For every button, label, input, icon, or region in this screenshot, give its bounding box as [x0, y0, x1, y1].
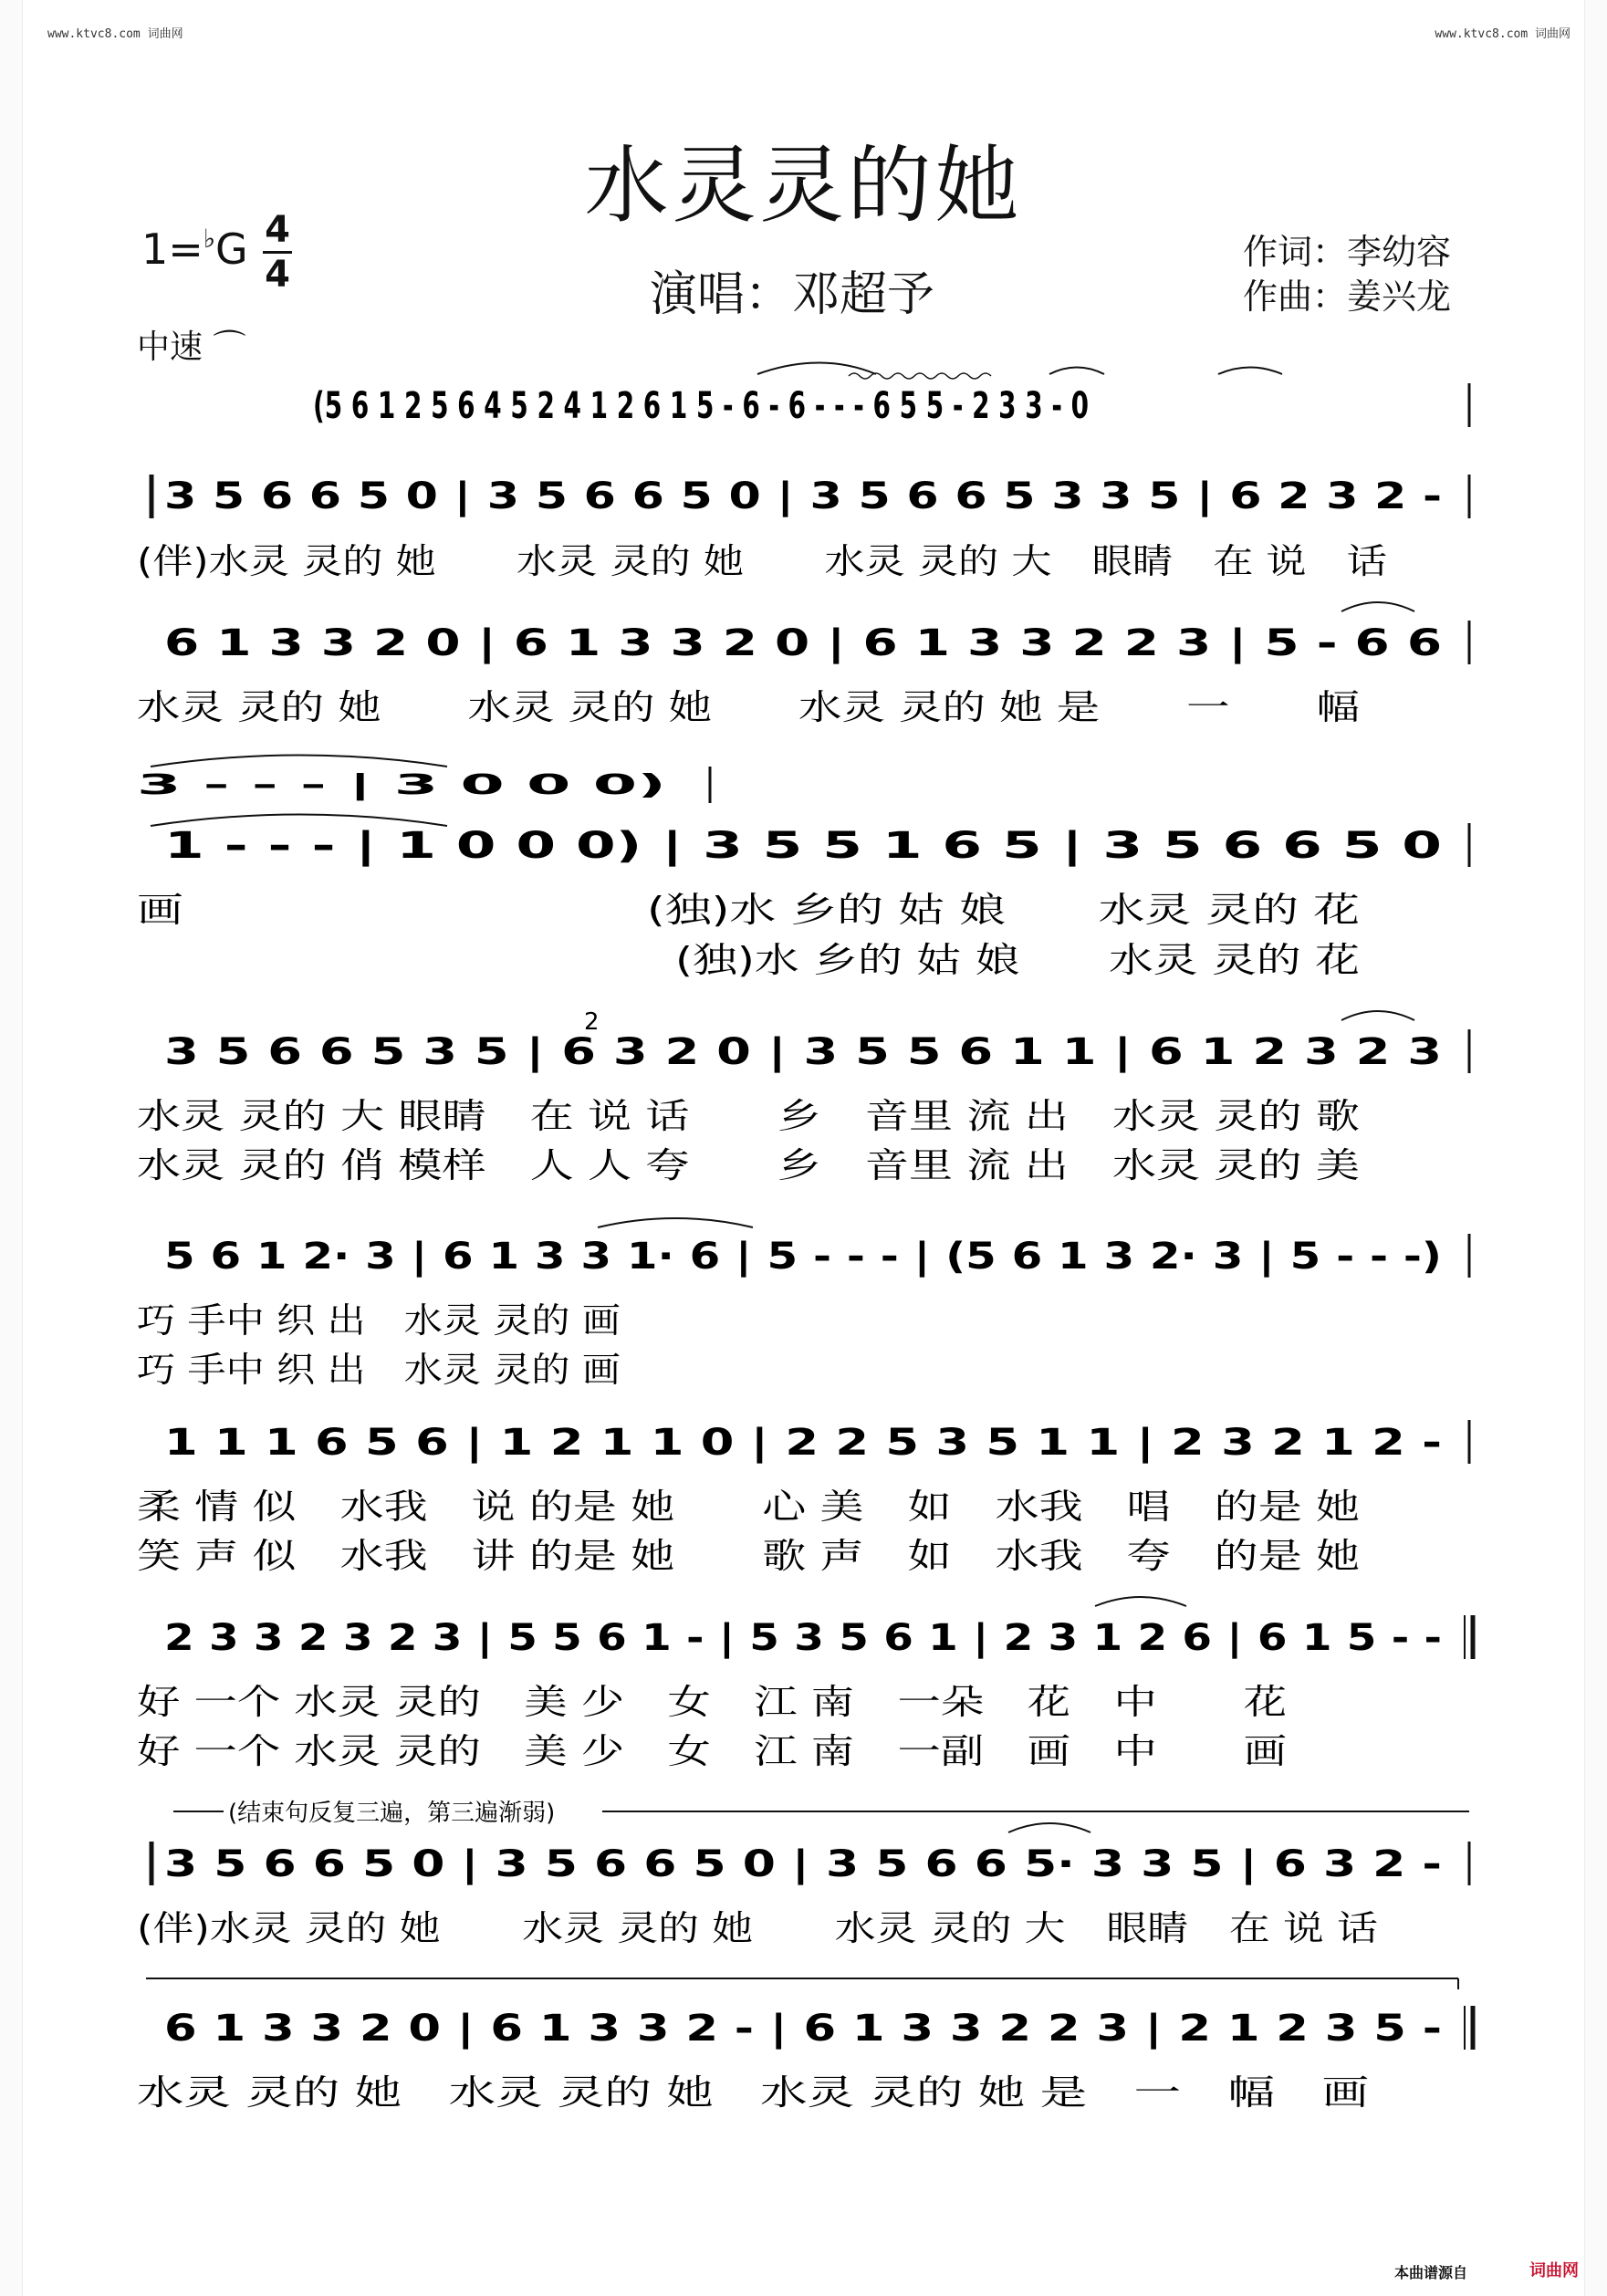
system-8-lyrics-1: 好 一个 水灵 灵的 美 少 女 江 南 一朵 花 中 花	[137, 1682, 1287, 1722]
site-header-left[interactable]: www.ktvc8.com 词曲网	[47, 27, 183, 41]
system-10	[137, 1978, 1473, 2113]
system-5-lyrics-2: 水灵 灵的 俏 模样 人 人 夸 乡 音里 流 出 水灵 灵的 美	[137, 1145, 1360, 1185]
system-4	[137, 756, 1469, 981]
slur	[1008, 1823, 1090, 1832]
system-3-lyrics-1: 水灵 灵的 她 水灵 灵的 她 水灵 灵的 她 是 一 幅	[137, 687, 1360, 727]
key-prefix: 1=	[141, 224, 203, 274]
ending-bracket-note: (结束句反复三遍，第三遍渐弱)	[228, 1800, 556, 1827]
lyricist-credit: 作词：李幼容	[1243, 232, 1452, 272]
slur	[1049, 368, 1104, 375]
slur	[757, 363, 876, 375]
key-letter: G	[215, 224, 248, 274]
trill-line	[849, 373, 991, 379]
system-4-notes-upper: 3 - - - | 3 0 0 0)	[137, 769, 666, 801]
slur	[1341, 602, 1414, 611]
system-9	[137, 1800, 1469, 1948]
slur	[598, 1218, 753, 1227]
system-7-notes: 1 1 1 6 5 6 | 1 2 1 1 0 | 2 2 5 3 5 1 1 | 2 3 2 1 2 -	[164, 1422, 1134, 1464]
grace-note: 2	[584, 1008, 600, 1036]
system-1-notes: (5 6 1 2 5 6 4 5 2 4 1 2 6 1 5 - 6 - 6 - - - 6 5 5 - 2 3 3 - 0	[313, 385, 1089, 427]
system-6-notes: 5 6 1 2· 3 | 6 1 3 3 1· 6 | 5 - - - | (5 6 1 3 2· 3 | 5 - - -)	[164, 1236, 1222, 1278]
system-10-lyrics-1: 水灵 灵的 她 水灵 灵的 她 水灵 灵的 她 是 一 幅 画	[137, 2072, 1369, 2113]
system-2-lyrics-1: (伴)水灵 灵的 她 水灵 灵的 她 水灵 灵的 大 眼睛 在 说 话	[137, 541, 1387, 581]
footer-logo[interactable]: 词曲网	[1529, 2261, 1579, 2280]
slur	[1218, 368, 1282, 375]
system-5-notes: 3 5 6 6 5 3 5 | 6 3 2 0 | 3 5 5 6 1 1 | 6 1 2 3 2 3	[164, 1031, 1107, 1073]
system-3	[137, 602, 1469, 727]
system-10-notes: 6 1 3 3 2 0 | 6 1 3 3 2 - | 6 1 3 3 2 2 3 | 2 1 2 3 5 -	[164, 2008, 1163, 2050]
system-8-notes: 2 3 3 2 3 2 3 | 5 5 6 1 - | 5 3 5 6 1 | 2 3 1 2 6 | 6 1 5 - -	[164, 1617, 1254, 1659]
meter-bottom: 4	[265, 254, 290, 296]
flat-icon: ♭	[203, 224, 216, 254]
system-1	[313, 363, 1469, 428]
system-3-notes: 6 1 3 3 2 0 | 6 1 3 3 2 0 | 6 1 3 3 2 2 3 | 5 - 6 6	[164, 622, 1096, 664]
system-7-lyrics-1: 柔 情 似 水我 说 的是 她 心 美 如 水我 唱 的是 她	[137, 1487, 1360, 1527]
slur	[1341, 1011, 1414, 1020]
system-8-lyrics-2: 好 一个 水灵 灵的 美 少 女 江 南 一副 画 中 画	[137, 1731, 1287, 1771]
singer-credit: 演唱：邓超予	[650, 267, 935, 322]
system-4-notes: 1 - - - | 1 0 0 0) | 3 5 5 1 6 5 | 3 5 6 6 5 0	[164, 825, 978, 867]
system-5-lyrics-1: 水灵 灵的 大 眼睛 在 说 话 乡 音里 流 出 水灵 灵的 歌	[137, 1096, 1360, 1136]
composer-credit: 作曲：姜兴龙	[1243, 277, 1452, 317]
system-7-lyrics-2: 笑 声 似 水我 讲 的是 她 歌 声 如 水我 夸 的是 她	[137, 1536, 1360, 1576]
system-2-notes: 3 5 6 6 5 0 | 3 5 6 6 5 0 | 3 5 6 6 5 3 3 5 | 6 2 3 2 -	[164, 475, 1173, 517]
tie	[151, 756, 447, 767]
system-4-lyrics-1: 画 (独)水 乡的 姑 娘 水灵 灵的 花	[137, 890, 1360, 930]
system-9-notes: 3 5 6 6 5 0 | 3 5 6 6 5 0 | 3 5 6 6 5· 3 3 5 | 6 3 2 -	[164, 1843, 1148, 1885]
system-6-lyrics-1: 巧 手中 织 出 水灵 灵的 画	[137, 1300, 621, 1341]
slur	[1095, 1597, 1186, 1606]
tempo-marking: 中速 ⌒	[137, 329, 246, 366]
system-8	[137, 1597, 1473, 1771]
system-6	[137, 1218, 1469, 1390]
system-4-lyrics-2: (独)水 乡的 姑 娘 水灵 灵的 花	[675, 940, 1360, 980]
song-title: 水灵灵的她	[584, 137, 1023, 235]
system-9-lyrics-1: (伴)水灵 灵的 她 水灵 灵的 她 水灵 灵的 大 眼睛 在 说 话	[137, 1908, 1378, 1948]
meter-top: 4	[265, 209, 290, 251]
system-6-lyrics-2: 巧 手中 织 出 水灵 灵的 画	[137, 1350, 621, 1390]
system-5	[137, 1008, 1469, 1185]
system-7	[137, 1420, 1469, 1576]
system-2	[137, 475, 1469, 581]
footer-source-text: 本曲谱源自	[1394, 2264, 1468, 2281]
site-header-right[interactable]: www.ktvc8.com 词曲网	[1435, 27, 1570, 41]
